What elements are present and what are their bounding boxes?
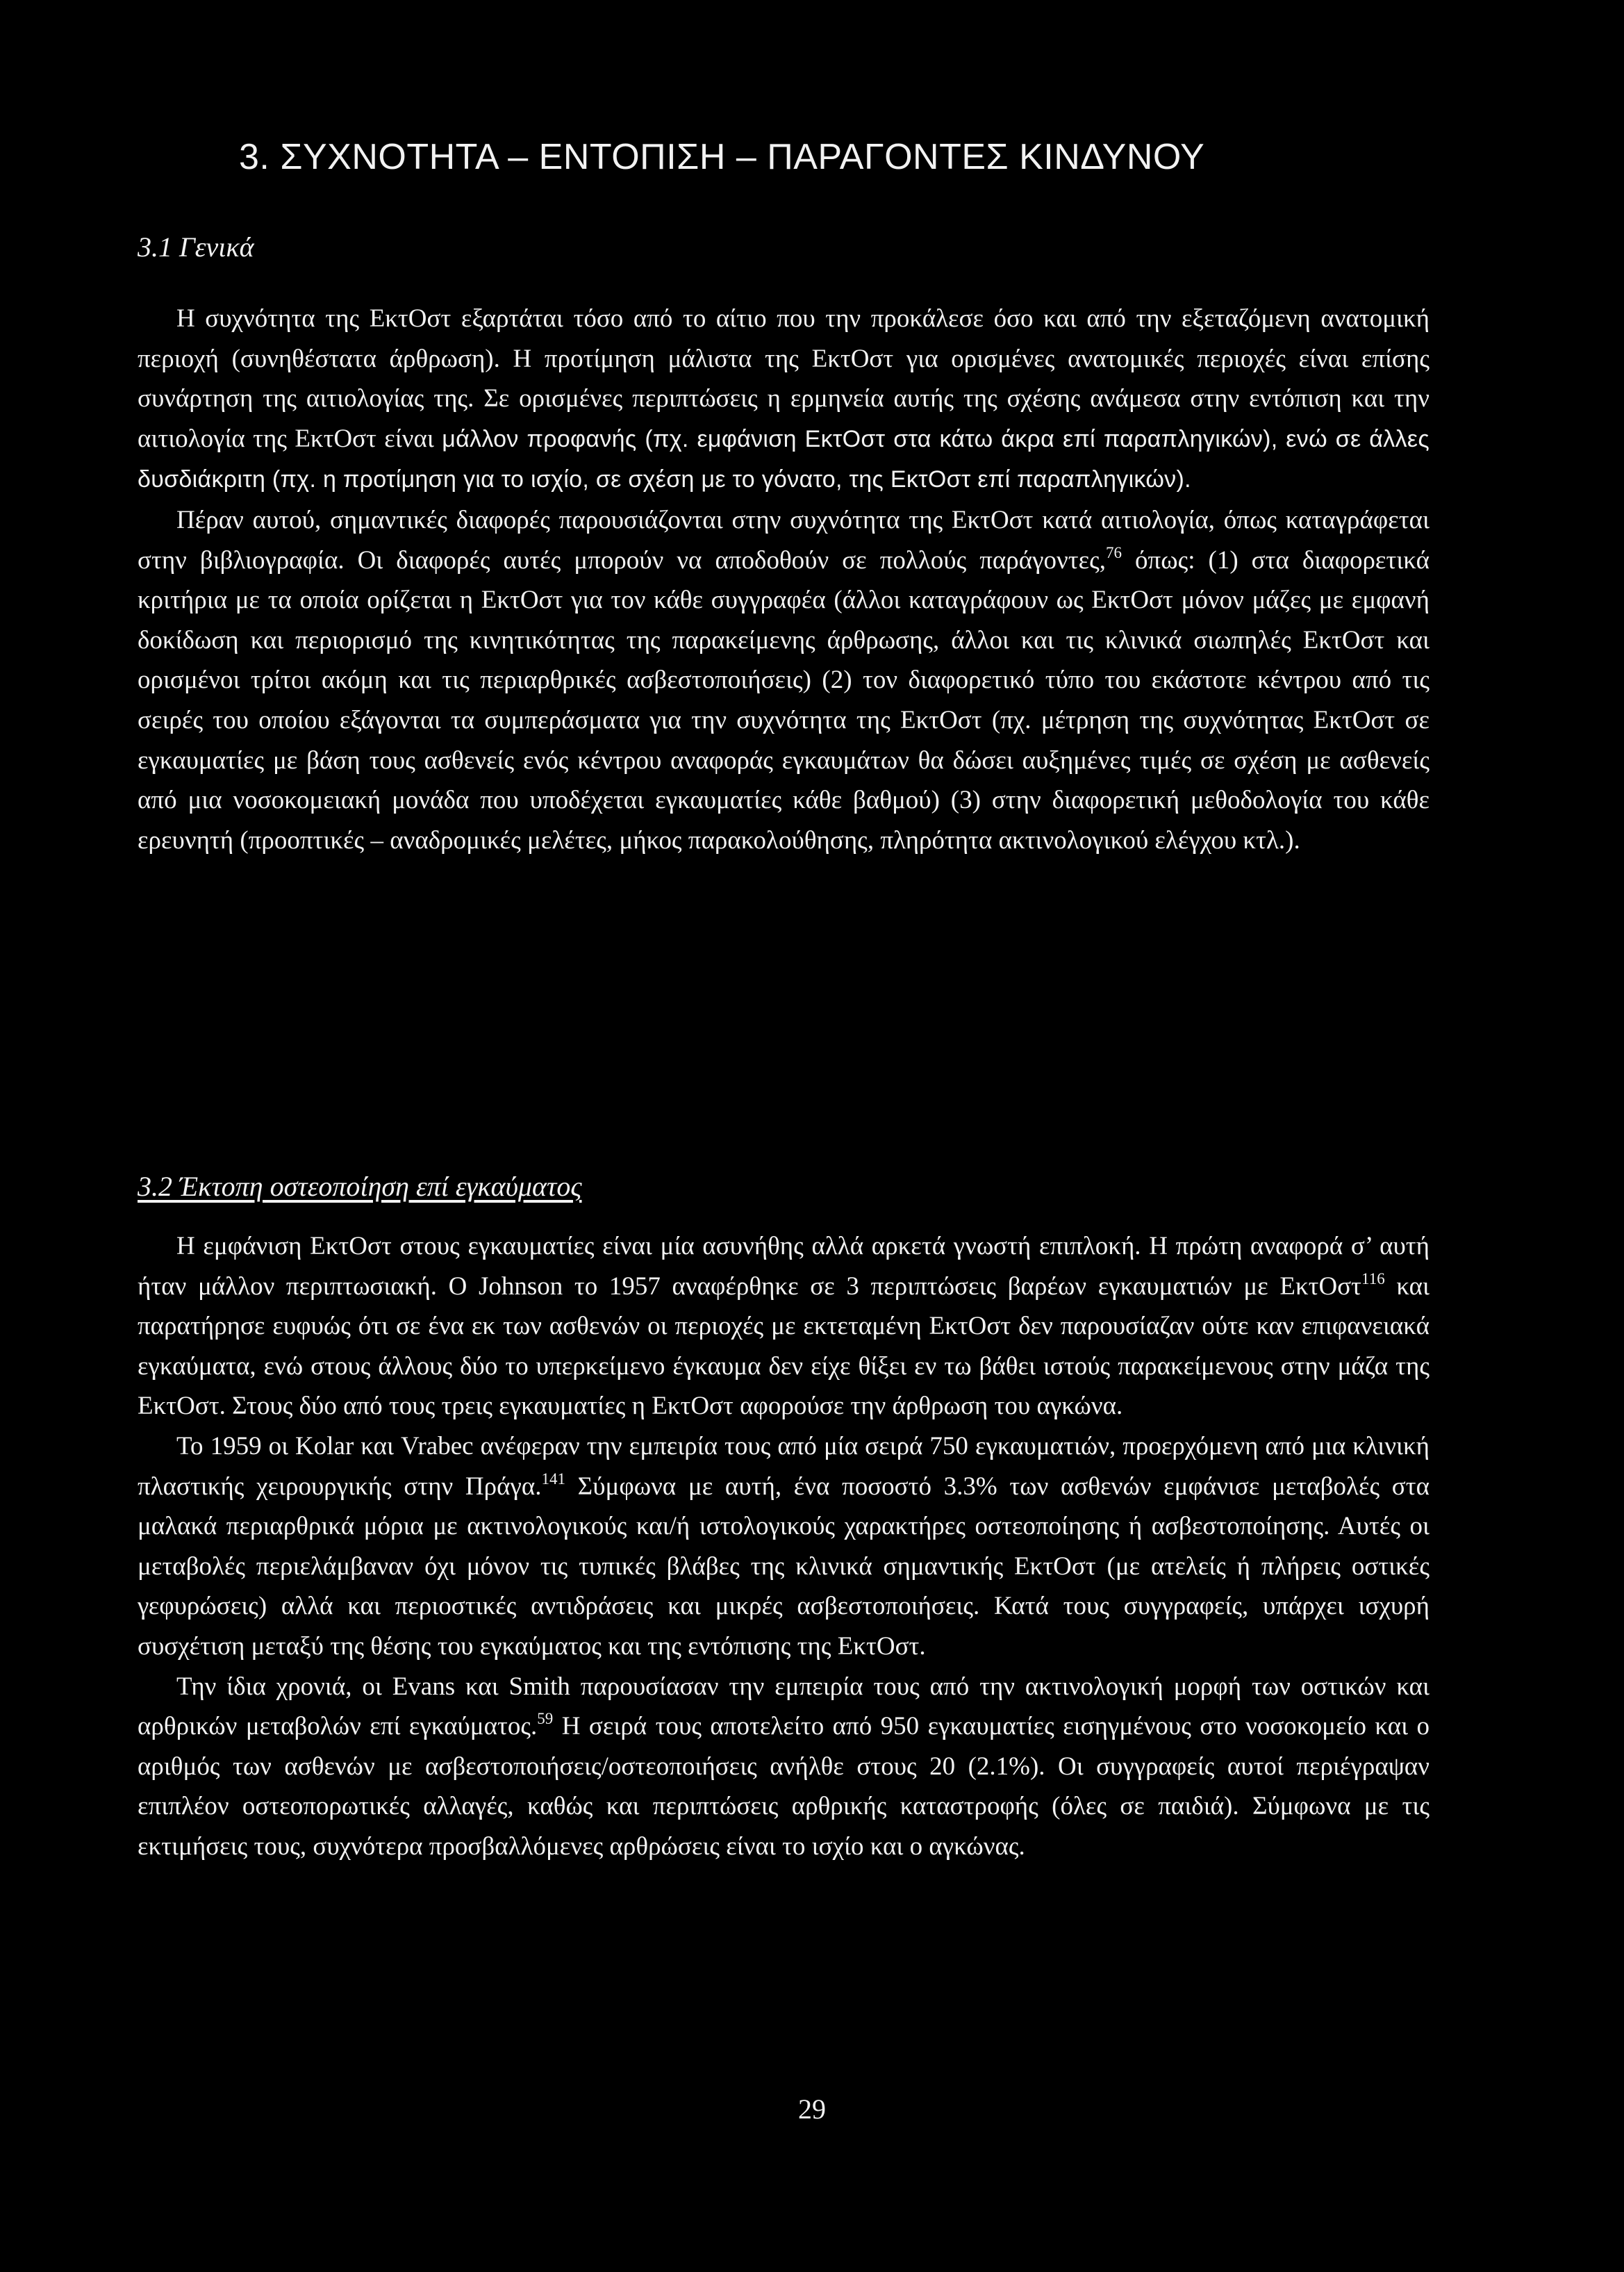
section-2-paragraph-2-text-b: Σύμφωνα με αυτή, ένα ποσοστό 3.3% των ασθενών εμφάνισε μεταβολές στα μαλακά περιαρθρικά μόρια με ακτινολογικούς και/ή ιστολογικούς χαρακτήρες οστεοποίησης ή ασβεστοποίησης. Αυτές οι μεταβολές περιελάμβαναν όχι μόνον τις τυπικές βλάβες της κλινικά σημαντικής ΕκτΟστ (με ατελείς ή πλήρεις οστικές γεφυρώσεις) αλλά και περιοστικές αντιδράσεις και μικρές ασβεστοποιήσεις. Κατά τους συγγραφείς, υπάρχει ισχυρή συσχέτιση μεταξύ της θέσης του εγκαύματος και της εντόπισης της ΕκτΟστ. — [138, 1472, 1430, 1661]
section-1-paragraph-2 — [138, 500, 1430, 860]
citation-superscript: 76 — [1106, 543, 1122, 561]
section-1-paragraph-1-text-a: Η συχνότητα της ΕκτΟστ εξαρτάται τόσο από το αίτιο που την προκάλεσε όσο και από την εξεταζόμενη ανατομική περιοχή (συνηθέστατα άρθρωση). Η προτίμηση μάλιστα της ΕκτΟστ για ορισμένες ανατομικές περιοχές είναι επίσης συνάρτηση της αιτιολογίας της. Σε ορισμένες περιπτώσεις η ερμηνεία αυτής της σχέσης ανάμεσα στην εντόπιση και την αιτιολογία της ΕκτΟστ είναι — [138, 304, 1430, 453]
section-1-paragraph-1 — [138, 299, 1430, 500]
section-2-title: 3.2 Έκτοπη οστεοποίηση επί εγκαύματος — [138, 1171, 582, 1202]
citation-superscript: 59 — [537, 1710, 554, 1728]
section-1-body — [138, 299, 1430, 860]
citation-superscript: 141 — [541, 1470, 565, 1488]
section-2-paragraph-2 — [138, 1426, 1430, 1667]
section-1-title: 3.1 Γενικά — [138, 231, 254, 263]
section-2-body — [138, 1170, 1430, 1867]
section-1-paragraph-1-text-b: μάλλον προφανής (πχ. — [442, 425, 689, 452]
section-2-paragraph-3 — [138, 1667, 1430, 1867]
citation-superscript: 116 — [1361, 1269, 1385, 1287]
section-2-paragraph-3-text-a: Την ίδια χρονιά, οι Evans και Smith παρουσίασαν την εμπειρία τους από την ακτινολογική μορφή των οστικών και αρθρικών μεταβολών επί εγκαύματος. — [138, 1672, 1430, 1741]
section-2-paragraph-1-text-b: και παρατήρησε ευφυώς ότι σε ένα εκ των ασθενών οι περιοχές με εκτεταμένη ΕκτΟστ δεν παρουσίαζαν ούτε καν επιφανειακά εγκαύματα, ενώ στους άλλους δύο το υπερκείμενο έγκαυμα δεν είχε θίξει εν τω βάθει ιστούς παρακείμενους στην μάζα της ΕκτΟστ. Στους δύο από τους τρεις εγκαυματίες η ΕκτΟστ αφορούσε την άρθρωση του αγκώνα. — [138, 1271, 1430, 1421]
page-number: 29 — [798, 2093, 826, 2125]
section-1-paragraph-1-text-c: εμφάνιση ΕκτΟστ στα κάτω άκρα επί παραπληγικών), ενώ σε άλλες δυσδιάκριτη (πχ. η προτίμηση για το ισχίο, σε σχέση με το γόνατο, της ΕκτΟστ επί παραπληγικών). — [138, 425, 1430, 493]
chapter-heading: 3. ΣΥΧΝΟΤΗΤΑ – ΕΝΤΟΠΙΣΗ – ΠΑΡΑΓΟΝΤΕΣ ΚΙΝΔΥΝΟΥ — [239, 137, 1205, 177]
section-2-paragraph-1-text-a: Η εμφάνιση ΕκτΟστ στους εγκαυματίες είναι μία ασυνήθης αλλά αρκετά γνωστή επιπλοκή. Η πρώτη αναφορά σ’ αυτή ήταν μάλλον περιπτωσιακή. Ο Johnson το 1957 αναφέρθηκε σε 3 περιπτώσεις βαρέων εγκαυματιών με ΕκτΟστ — [138, 1232, 1430, 1301]
section-2-paragraph-1 — [138, 1226, 1430, 1426]
section-2-paragraph-2-text-a: Το 1959 οι Kolar και Vrabec ανέφεραν την εμπειρία τους από μία σειρά 750 εγκαυματιών, προερχόμενη από μια κλινική πλαστικής χειρουργικής στην Πράγα. — [138, 1431, 1430, 1501]
section-2-paragraph-3-text-b: Η σειρά τους αποτελείτο από 950 εγκαυματίες εισηγμένους στο νοσοκομείο και ο αριθμός των ασθενών με ασβεστοποιήσεις/οστεοποιήσεις ανήλθε στους 20 (2.1%). Οι συγγραφείς αυτοί περιέγραψαν επιπλέον οστεοπορωτικές αλλαγές, καθώς και περιπτώσεις αρθρικής καταστροφής (όλες σε παιδιά). Σύμφωνα με τις εκτιμήσεις τους, συχνότερα προσβαλλόμενες αρθρώσεις είναι το ισχίο και ο αγκώνας. — [138, 1712, 1430, 1861]
section-1-paragraph-2-text-b: όπως: (1) στα διαφορετικά κριτήρια με τα οποία ορίζεται η ΕκτΟστ για τον κάθε συγγραφέα (άλλοι καταγράφουν ως ΕκτΟστ μόνον μάζες με εμφανή δοκίδωση και περιορισμό της κινητικότητας της παρακείμενης άρθρωσης, άλλοι και τις κλινικά σιωπηλές ΕκτΟστ και ορισμένοι τρίτοι ακόμη και τις περιαρθρικές ασβεστοποιήσεις) (2) τον διαφορετικό τύπο του εκάστοτε κέντρου από τις σειρές του οποίου εξάγονται τα συμπεράσματα για την συχνότητα της ΕκτΟστ (πχ. μέτρηση της συχνότητας ΕκτΟστ σε εγκαυματίες με βάση τους ασθενείς ενός κέντρου αναφοράς εγκαυμάτων θα δώσει αυξημένες τιμές σε σχέση με ασθενείς από μια νοσοκομειακή μονάδα που υποδέχεται εγκαυματίες κάθε βαθμού) (3) στην διαφορετική μεθοδολογία του κάθε ερευνητή (προοπτικές – αναδρομικές μελέτες, μήκος παρακολούθησης, πληρότητα ακτινολογικού ελέγχου κτλ.). — [138, 545, 1430, 855]
section-1-paragraph-2-text-a: Πέραν αυτού, σημαντικές διαφορές παρουσιάζονται στην συχνότητα της ΕκτΟστ κατά αιτιολογία, όπως καταγράφεται στην βιβλιογραφία. Οι διαφορές αυτές μπορούν να αποδοθούν σε πολλούς παράγοντες, — [138, 505, 1430, 575]
